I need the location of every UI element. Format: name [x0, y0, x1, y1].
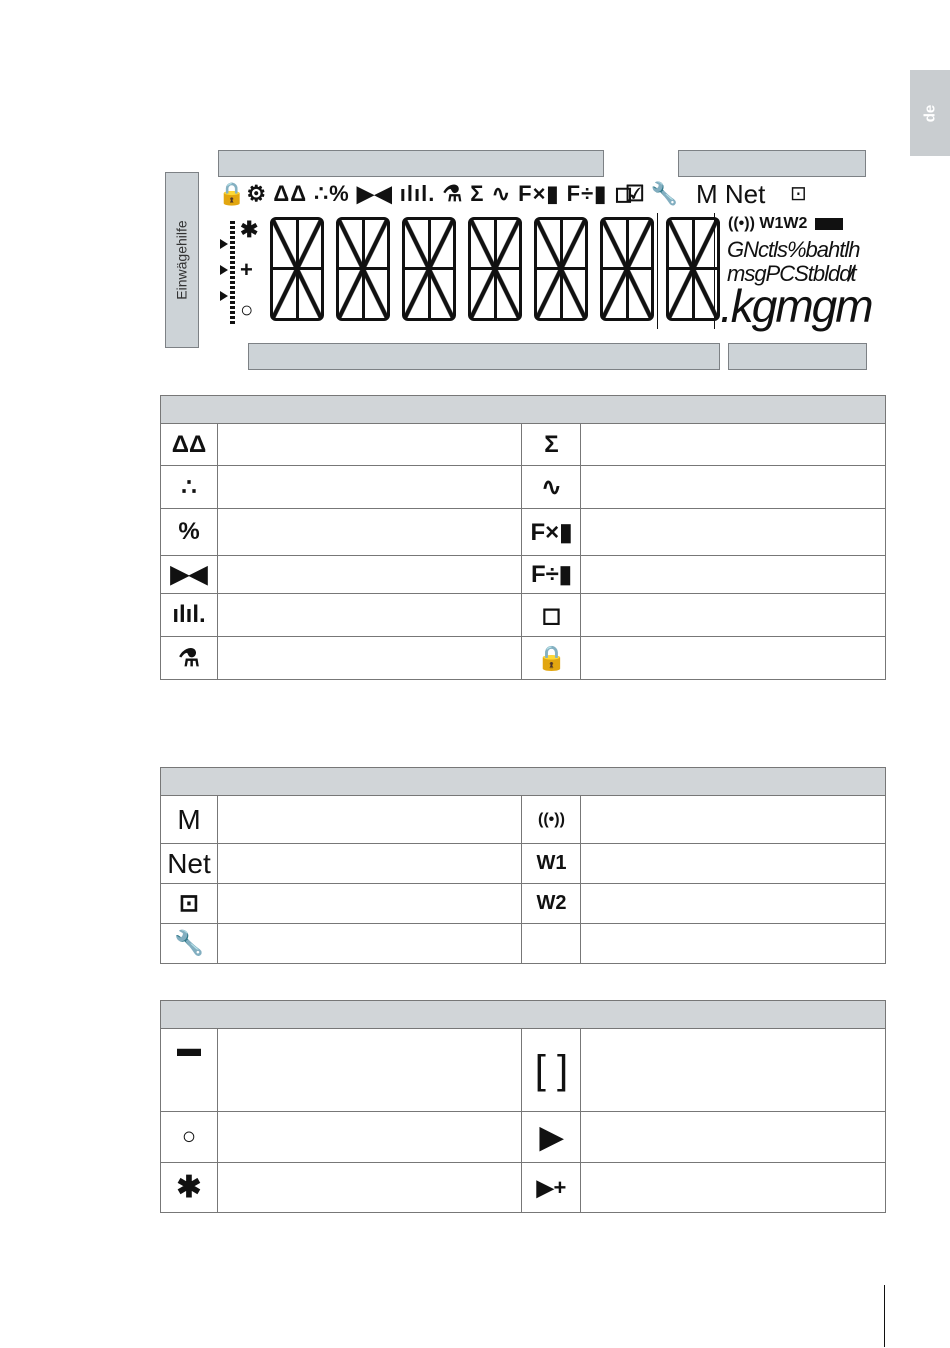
side-label: Einwägehilfe [174, 220, 191, 300]
side-label-tab [165, 172, 199, 348]
segment-digit [534, 217, 588, 321]
language-tab-label: de [921, 104, 939, 122]
table-row [161, 466, 886, 509]
table-cell [581, 796, 886, 844]
table-row [161, 509, 886, 556]
triangle-plus-icon: ▶+ [522, 1163, 581, 1213]
table-cell [217, 924, 522, 964]
display-diagram [160, 145, 890, 375]
language-tab[interactable] [910, 70, 950, 156]
plus-icon: + [240, 257, 253, 282]
segment-digit [270, 217, 324, 321]
table-cell [581, 466, 886, 509]
table-cell [217, 424, 522, 466]
sigma-icon: Σ [522, 424, 581, 466]
dynamic-weighing-icon: ∿ [522, 466, 581, 509]
callout-bar-bottom-right [728, 343, 867, 370]
table-cell [581, 1029, 886, 1112]
top-symbol-row-right: ☑ 🔧 [625, 181, 679, 206]
table-cell [217, 466, 522, 509]
statistics-icon: ılıl. [161, 594, 218, 637]
bracket-icon: [ ] [522, 1029, 581, 1112]
table-cell [581, 924, 886, 964]
table-row [161, 884, 886, 924]
symbol-table-2 [160, 767, 886, 964]
table-row [161, 556, 886, 594]
unit-row-3: .kgmgm [720, 280, 872, 332]
segment-digit [402, 217, 456, 321]
net-icon: Net [161, 844, 218, 884]
table-cell [581, 884, 886, 924]
table-row [161, 1163, 886, 1213]
m-net-label: M Net [696, 179, 766, 209]
table-cell [581, 637, 886, 680]
triangle-marker-icon [220, 239, 228, 249]
segment-digit [468, 217, 522, 321]
table-row [161, 637, 886, 680]
triangle-marker-icon [220, 265, 228, 275]
symbol-table-1 [160, 395, 886, 680]
table-row [161, 594, 886, 637]
table-row [161, 796, 886, 844]
wrench-icon: 🔧 [161, 924, 218, 964]
lock-icon: 🔒 [522, 637, 581, 680]
segment-digit [600, 217, 654, 321]
check-weighing-icon: ▶◀ [161, 556, 218, 594]
minus-bar-icon: ▬ [161, 1029, 218, 1112]
pieces-icon: ∴ [161, 466, 218, 509]
w1-icon: W1 [522, 844, 581, 884]
triangle-marker-icon [220, 291, 228, 301]
table-row [161, 844, 886, 884]
table-cell [217, 556, 522, 594]
table-cell [217, 594, 522, 637]
table-cell [581, 594, 886, 637]
top-symbol-row: 🔒⚙ ΔΔ ∴% ▶◀ ılıl. ⚗ Σ ∿ F×▮ F÷▮ ◻ [218, 181, 634, 206]
table-cell [522, 924, 581, 964]
table-cell [217, 637, 522, 680]
status-text: ((•)) W1W2 [728, 215, 808, 232]
table-cell [217, 509, 522, 556]
unit-row-2: msgPCStbldd̸t [727, 261, 856, 286]
table-cell [217, 844, 522, 884]
callout-bar-top-right [678, 150, 866, 177]
weight-box-icon: ⊡ [161, 884, 218, 924]
table-cell [581, 844, 886, 884]
status-row [728, 215, 843, 233]
table-cell [581, 1163, 886, 1213]
play-triangle-icon: ▶ [522, 1112, 581, 1163]
segment-digit [336, 217, 390, 321]
table-cell [217, 1029, 522, 1112]
table-header [161, 768, 886, 796]
w2-icon: W2 [522, 884, 581, 924]
table-cell [217, 1163, 522, 1213]
table-cell [217, 796, 522, 844]
table-header [161, 1001, 886, 1029]
table-cell [581, 556, 886, 594]
table-row [161, 924, 886, 964]
callout-bar-top-left [218, 150, 604, 177]
circle-icon: ○ [161, 1112, 218, 1163]
beaker-icon: ◻ [522, 594, 581, 637]
table-row [161, 424, 886, 466]
table-cell [217, 1112, 522, 1163]
callout-bar-bottom-left [248, 343, 720, 370]
factor-multiply-icon: F×▮ [522, 509, 581, 556]
memory-icon: M [161, 796, 218, 844]
flask-icon: ⚗ [161, 637, 218, 680]
circle-icon: ○ [240, 297, 254, 322]
wireless-icon: ((•)) [522, 796, 581, 844]
table-row [161, 1029, 886, 1112]
star-icon: ✱ [240, 217, 259, 242]
table-cell [581, 509, 886, 556]
weight-box-icon: ⊡ [790, 183, 807, 205]
percent-icon: % [161, 509, 218, 556]
factor-divide-icon: F÷▮ [522, 556, 581, 594]
table-header [161, 396, 886, 424]
unit-row-1: GNctls%bahtlh [727, 237, 860, 262]
balance-icon: ΔΔ [161, 424, 218, 466]
footer-divider [884, 1285, 885, 1347]
battery-icon [815, 218, 843, 230]
digit-bracket [657, 213, 715, 329]
table-cell [217, 884, 522, 924]
table-cell [581, 1112, 886, 1163]
table-cell [581, 424, 886, 466]
table-row [161, 1112, 886, 1163]
bar-graph-scale [230, 221, 235, 325]
star-icon: ✱ [161, 1163, 218, 1213]
left-markers [218, 217, 259, 329]
symbol-table-3 [160, 1000, 886, 1213]
